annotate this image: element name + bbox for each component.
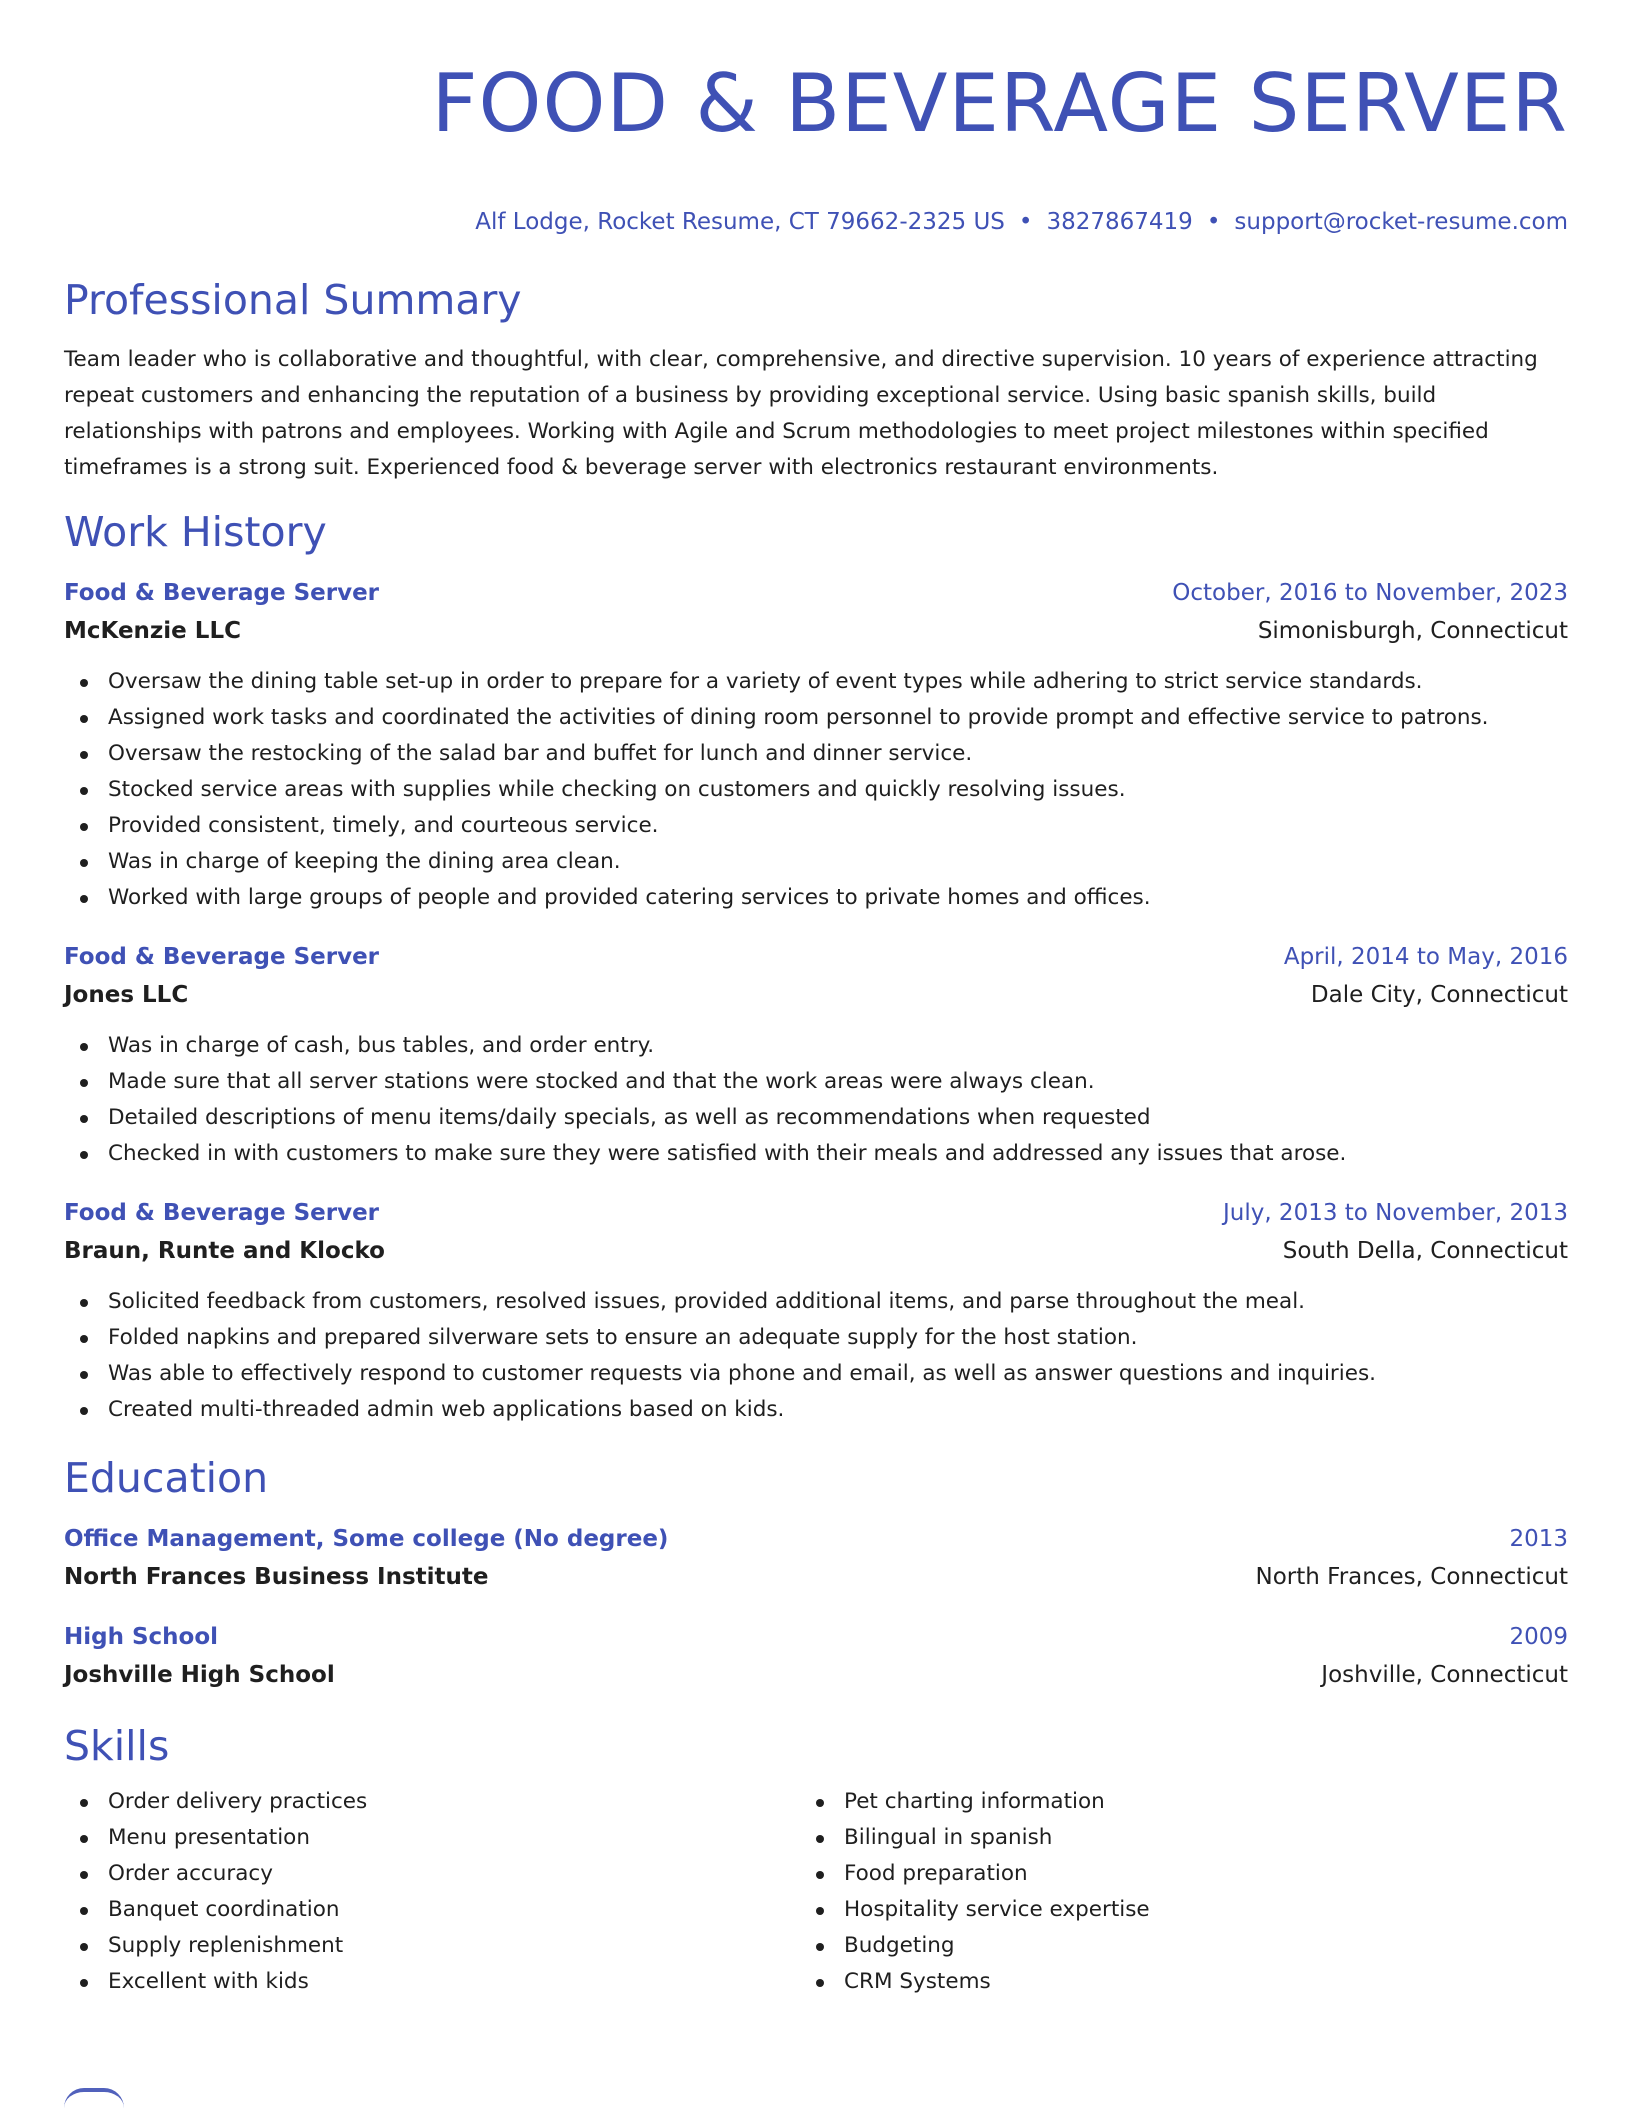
skill-item: Supply replenishment [64, 1928, 800, 1964]
duty-item: Checked in with customers to make sure they were satisfied with their meals and addressed any issues that arose. [64, 1136, 1568, 1172]
job-dates: April, 2014 to May, 2016 [1283, 943, 1568, 970]
duty-item: Solicited feedback from customers, resolved issues, provided additional items, and parse throughout the meal. [64, 1284, 1568, 1320]
education-location: North Frances, Connecticut [1255, 1563, 1568, 1590]
separator-dot: • [1018, 208, 1033, 235]
job-location: South Della, Connecticut [1282, 1237, 1568, 1264]
duty-item: Made sure that all server stations were stocked and that the work areas were always clean. [64, 1064, 1568, 1100]
education-year: 2013 [1509, 1525, 1568, 1552]
duty-item: Stocked service areas with supplies while checking on customers and quickly resolving issues. [64, 772, 1568, 808]
duty-item: Oversaw the restocking of the salad bar and buffet for lunch and dinner service. [64, 736, 1568, 772]
duty-item: Provided consistent, timely, and courteous service. [64, 808, 1568, 844]
summary-text: Team leader who is collaborative and thoughtful, with clear, comprehensive, and directive supervision. 10 years of experience attracting repeat customers and enhancing the reputation of a business by providing exceptional service. Using basic spanish skills, build relationships with patrons and employees. Working with Agile and Scrum methodologies to meet project milestones within specified timeframes is a strong suit. Experienced food & beverage server with electronics restaurant environments. [64, 346, 1538, 480]
job-entry [64, 938, 1568, 1172]
address: Alf Lodge, Rocket Resume, CT 79662-2325 US [475, 208, 1005, 235]
duty-item: Was in charge of cash, bus tables, and order entry. [64, 1028, 1568, 1064]
skill-item: Budgeting [800, 1928, 1536, 1964]
duty-item: Was able to effectively respond to customer requests via phone and email, as well as answer questions and inquiries. [64, 1356, 1568, 1392]
education-degree: Office Management, Some college (No degree) [64, 1525, 669, 1552]
separator-dot: • [1206, 208, 1221, 235]
job-location: Simonisburgh, Connecticut [1257, 617, 1568, 644]
job-dates: July, 2013 to November, 2013 [1222, 1199, 1568, 1226]
education-entry [64, 1618, 1568, 1694]
skill-item: Banquet coordination [64, 1892, 800, 1928]
resume-title: FOOD & BEVERAGE SERVER [431, 57, 1568, 150]
job-entry [64, 574, 1568, 916]
section-title-skills: Skills [64, 1721, 170, 1770]
job-role: Food & Beverage Server [64, 1199, 380, 1226]
skill-item: Order delivery practices [64, 1784, 800, 1820]
skill-item: Excellent with kids [64, 1964, 800, 2000]
email[interactable]: support@rocket-resume.com [1234, 208, 1568, 235]
skill-item: CRM Systems [800, 1964, 1536, 2000]
skill-item: Bilingual in spanish [800, 1820, 1536, 1856]
job-role: Food & Beverage Server [64, 943, 380, 970]
section-title-education: Education [64, 1453, 269, 1502]
skill-item: Pet charting information [800, 1784, 1536, 1820]
job-role: Food & Beverage Server [64, 579, 380, 606]
job-entry [64, 1194, 1568, 1428]
job-company: Braun, Runte and Klocko [64, 1237, 385, 1264]
skills-column-left [64, 1784, 800, 2000]
skills-column-right [800, 1784, 1536, 2000]
education-school: North Frances Business Institute [64, 1563, 489, 1590]
skill-item: Menu presentation [64, 1820, 800, 1856]
education-year: 2009 [1509, 1623, 1568, 1650]
skills-list [64, 1784, 800, 2000]
job-duties [64, 1284, 1568, 1428]
duty-item: Worked with large groups of people and provided catering services to private homes and offices. [64, 880, 1568, 916]
duty-item: Was in charge of keeping the dining area clean. [64, 844, 1568, 880]
duty-item: Assigned work tasks and coordinated the activities of dining room personnel to provide prompt and effective service to patrons. [64, 700, 1568, 736]
education-location: Joshville, Connecticut [1321, 1661, 1568, 1688]
next-section-heading-fragment [64, 2088, 124, 2112]
job-duties [64, 664, 1568, 916]
job-location: Dale City, Connecticut [1310, 981, 1568, 1008]
job-duties [64, 1028, 1568, 1172]
duty-item: Detailed descriptions of menu items/daily specials, as well as recommendations when requested [64, 1100, 1568, 1136]
skill-item: Food preparation [800, 1856, 1536, 1892]
skill-item: Order accuracy [64, 1856, 800, 1892]
duty-item: Created multi-threaded admin web applications based on kids. [64, 1392, 1568, 1428]
section-title-work: Work History [64, 507, 327, 556]
resume-page [64, 0, 1568, 2000]
education-school: Joshville High School [64, 1661, 335, 1688]
education-entry [64, 1520, 1568, 1596]
duty-item: Oversaw the dining table set-up in order to prepare for a variety of event types while adhering to strict service standards. [64, 664, 1568, 700]
education-degree: High School [64, 1623, 219, 1650]
job-dates: October, 2016 to November, 2023 [1172, 579, 1568, 606]
section-title-summary: Professional Summary [64, 275, 522, 324]
duty-item: Folded napkins and prepared silverware sets to ensure an adequate supply for the host station. [64, 1320, 1568, 1356]
contact-line [64, 206, 1568, 238]
skills-grid [64, 1784, 1568, 2000]
job-company: Jones LLC [64, 981, 189, 1008]
skill-item: Hospitality service expertise [800, 1892, 1536, 1928]
job-company: McKenzie LLC [64, 617, 241, 644]
skills-list [800, 1784, 1536, 2000]
phone: 3827867419 [1046, 208, 1193, 235]
